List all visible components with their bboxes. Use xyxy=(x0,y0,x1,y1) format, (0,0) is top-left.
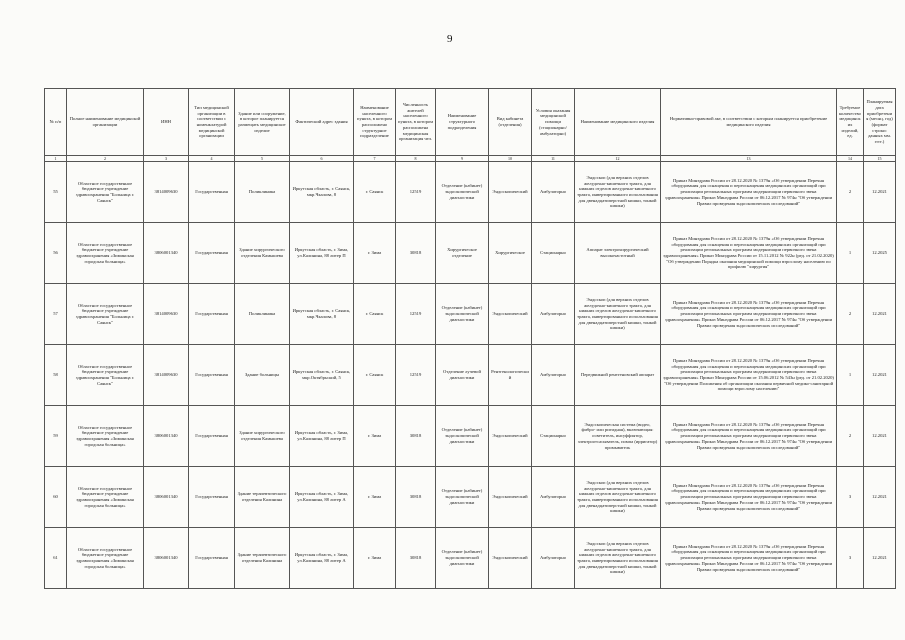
column-number: 2 xyxy=(67,156,144,162)
legal-act: Приказ Минздрава России от 28.12.2020 № 1379н «Об утверждении Перечня оборудования для оснащения и переоснащения медицинских организаций при реализации региональных программ модернизации первичного звена здравоохранения» Приказ Минздрава России от 06.12.2017 № 974н "Об утверждении Правил проведения эндоскопических исследований" xyxy=(661,406,837,467)
cabinet-type: Рентгенологический xyxy=(489,345,532,406)
quantity: 3 xyxy=(837,467,864,528)
organization-name: Областное государственное бюджетное учреждение здравоохранения "Больница г. Саянск" xyxy=(67,284,144,345)
column-header: Наименование медицинского изделия xyxy=(575,89,661,156)
column-header: Численность жителей населенного пункта, в котором расположена медицинская организация чел. xyxy=(396,89,436,156)
column-header: Требуемое количество медицинских изделий, ед. xyxy=(837,89,864,156)
device-name: Передвижной рентгеновский аппарат xyxy=(575,345,661,406)
row-number: 59 xyxy=(45,406,67,467)
organization-type: Государственная xyxy=(189,223,235,284)
structural-unit: Отделение лучевой диагностики xyxy=(436,345,489,406)
column-number: 8 xyxy=(396,156,436,162)
address: Иркутская область, г. Зима, ул.Калинина, 88 литер П xyxy=(290,406,354,467)
column-number: 1 xyxy=(45,156,67,162)
row-number: 56 xyxy=(45,223,67,284)
structural-unit: Отделение (кабинет) эндоскопической диагностики xyxy=(436,162,489,223)
device-name: Эндоскоп (для верхних отделов желудочно-кишечного тракта, для нижних отделов желудочно-кишечного тракта, инвертированного использования для двенадцатиперстной кишки, тонкой кишки) xyxy=(575,528,661,589)
column-header: Полное наименование медицинской организации xyxy=(67,89,144,156)
structural-unit: Отделение (кабинет) эндоскопической диагностики xyxy=(436,406,489,467)
organization-type: Государственная xyxy=(189,528,235,589)
organization-name: Областное государственное бюджетное учреждение здравоохранения «Зиминская городская больница» xyxy=(67,528,144,589)
quantity: 1 xyxy=(837,223,864,284)
column-number: 10 xyxy=(489,156,532,162)
organization-name: Областное государственное бюджетное учреждение здравоохранения "Больница г. Саянск" xyxy=(67,345,144,406)
cabinet-type: Эндоскопический xyxy=(489,162,532,223)
organization-name: Областное государственное бюджетное учреждение здравоохранения "Больница г. Саянск" xyxy=(67,162,144,223)
column-header: Тип медицинской организации в соответствии с номенклатурой медицинской организации xyxy=(189,89,235,156)
legal-act: Приказ Минздрава России от 28.12.2020 № 1379н «Об утверждении Перечня оборудования для оснащения и переоснащения медицинских организаций при реализации региональных программ модернизации первичного звена здравоохранения» Приказ Минздрава России от 15.06.2012 № 543н (ред. от 21.02.2020) "Об утверждении Положения об организации оказания первичной медико-санитарной помощи взрослому населению" xyxy=(661,345,837,406)
column-header: Вид кабинета (отделения) xyxy=(489,89,532,156)
legal-act: Приказ Минздрава России от 28.12.2020 № 1379н «Об утверждении Перечня оборудования для оснащения и переоснащения медицинских организаций при реализации региональных программ модернизации первичного звена здравоохранения» Приказ Минздрава России от 06.12.2017 № 974н "Об утверждении Правил проведения эндоскопических исследований" xyxy=(661,467,837,528)
organization-type: Государственная xyxy=(189,345,235,406)
settlement: г. Зима xyxy=(354,528,396,589)
column-number: 11 xyxy=(532,156,575,162)
table-row xyxy=(45,345,896,406)
organization-name: Областное государственное бюджетное учреждение здравоохранения «Зиминская городская больница» xyxy=(67,406,144,467)
legal-act: Приказ Минздрава России от 28.12.2020 № 1379н «Об утверждении Перечня оборудования для оснащения и переоснащения медицинских организаций при реализации региональных программ модернизации первичного звена здравоохранения» Приказ Минздрава России от 06.12.2017 № 974н "Об утверждении Правил проведения эндоскопических исследований" xyxy=(661,284,837,345)
column-number: 9 xyxy=(436,156,489,162)
building: Поликлиника xyxy=(235,162,290,223)
column-header: № п/п xyxy=(45,89,67,156)
table-row xyxy=(45,223,896,284)
column-number: 6 xyxy=(290,156,354,162)
cabinet-type: Эндоскопический xyxy=(489,528,532,589)
device-name: Эндоскопическая система (видео, фибро- или ригидная), включающая: осветитель, инсуффлятор, электроотсасыватель, помпа (ирригатор) промыватель xyxy=(575,406,661,467)
address: Иркутская область, г. Зима, ул.Калинина, 88 литер А xyxy=(290,528,354,589)
organization-name: Областное государственное бюджетное учреждение здравоохранения «Зиминская городская больница» xyxy=(67,467,144,528)
structural-unit: Отделение (кабинет) эндоскопической диагностики xyxy=(436,284,489,345)
column-number: 4 xyxy=(189,156,235,162)
inn: 3806001340 xyxy=(144,528,189,589)
organization-type: Государственная xyxy=(189,284,235,345)
settlement: г. Зима xyxy=(354,467,396,528)
address: Иркутская область, г. Саянск, мкр.Чкалова, 8 xyxy=(290,162,354,223)
population: 12519 xyxy=(396,284,436,345)
organization-type: Государственная xyxy=(189,467,235,528)
legal-act: Приказ Минздрава России от 28.12.2020 № 1379н «Об утверждении Перечня оборудования для оснащения и переоснащения медицинских организаций при реализации региональных программ модернизации первичного звена здравоохранения» Приказ Минздрава России от 06.12.2017 № 974н "Об утверждении Правил проведения эндоскопических исследований" xyxy=(661,162,837,223)
device-name: Аппарат электрохирургический высокочастотный xyxy=(575,223,661,284)
purchase-date: 12.2021 xyxy=(864,345,896,406)
organization-type: Государственная xyxy=(189,406,235,467)
column-number: 14 xyxy=(837,156,864,162)
purchase-date: 12.2021 xyxy=(864,406,896,467)
table-body xyxy=(45,162,896,589)
table-row xyxy=(45,467,896,528)
inn: 3806001340 xyxy=(144,467,189,528)
care-conditions: Амбулаторно xyxy=(532,162,575,223)
care-conditions: Стационарно xyxy=(532,223,575,284)
settlement: г. Саянск xyxy=(354,162,396,223)
column-header: Условия оказания медицинской помощи (стационарно/амбулаторно) xyxy=(532,89,575,156)
column-number: 7 xyxy=(354,156,396,162)
population: 30818 xyxy=(396,223,436,284)
building: Здание терапевтического отделения Калинина xyxy=(235,528,290,589)
column-header: Нормативно-правовой акт, в соответствии с которым планируется приобретение медицинского изделия xyxy=(661,89,837,156)
inn: 3806001340 xyxy=(144,223,189,284)
column-number: 3 xyxy=(144,156,189,162)
care-conditions: Амбулаторно xyxy=(532,345,575,406)
cabinet-type: Эндоскопический xyxy=(489,284,532,345)
building: Здание хирургического отделения Камышева xyxy=(235,406,290,467)
building: Здание больницы xyxy=(235,345,290,406)
row-number: 57 xyxy=(45,284,67,345)
quantity: 2 xyxy=(837,406,864,467)
settlement: г. Зима xyxy=(354,223,396,284)
inn: 3814009630 xyxy=(144,284,189,345)
cabinet-type: Эндоскопический xyxy=(489,406,532,467)
page-number: 9 xyxy=(447,33,453,45)
inn: 3814009630 xyxy=(144,345,189,406)
column-number: 13 xyxy=(661,156,837,162)
column-header: Здание или сооружение, в которое планируется размещать медицинское изделие xyxy=(235,89,290,156)
organization-name: Областное государственное бюджетное учреждение здравоохранения «Зиминская городская больница» xyxy=(67,223,144,284)
building: Здание терапевтического отделения Калинина xyxy=(235,467,290,528)
purchase-date: 12.2021 xyxy=(864,528,896,589)
population: 30818 xyxy=(396,528,436,589)
column-number: 15 xyxy=(864,156,896,162)
population: 12519 xyxy=(396,345,436,406)
equipment-registry-table xyxy=(44,88,896,589)
column-header: Планируемая дата приобретения (месяц, год) (формат строки: данных мм. гггг.) xyxy=(864,89,896,156)
table-row xyxy=(45,528,896,589)
quantity: 1 xyxy=(837,345,864,406)
column-header: Наименование населенного пункта, в котором расположено структурное подразделение xyxy=(354,89,396,156)
device-name: Эндоскоп (для верхних отделов желудочно-кишечного тракта, для нижних отделов желудочно-кишечного тракта, инвертированного использования для двенадцатиперстной кишки, тонкой кишки) xyxy=(575,467,661,528)
care-conditions: Амбулаторно xyxy=(532,284,575,345)
cabinet-type: Эндоскопический xyxy=(489,467,532,528)
row-number: 58 xyxy=(45,345,67,406)
legal-act: Приказ Минздрава России от 28.12.2020 № 1379н «Об утверждении Перечня оборудования для оснащения и переоснащения медицинских организаций при реализации региональных программ модернизации первичного звена здравоохранения» Приказ Минздрава России от 06.12.2017 № 974н "Об утверждении Правил проведения эндоскопических исследований" xyxy=(661,528,837,589)
settlement: г. Саянск xyxy=(354,345,396,406)
table-row xyxy=(45,284,896,345)
header-row xyxy=(45,89,896,156)
row-number: 55 xyxy=(45,162,67,223)
legal-act: Приказ Минздрава России от 28.12.2020 № 1379н «Об утверждении Перечня оборудования для оснащения и переоснащения медицинских организаций при реализации региональных программ модернизации первичного звена здравоохранения» Приказ Минздрава России от 15.11.2012 № 922н (ред. от 21.02.2020) "Об утверждении Порядка оказания медицинской помощи взрослому населению по профилю "хирургия" xyxy=(661,223,837,284)
building: Здание хирургического отделения Камышева xyxy=(235,223,290,284)
inn: 3806001340 xyxy=(144,406,189,467)
purchase-date: 12.2025 xyxy=(864,223,896,284)
table-row xyxy=(45,406,896,467)
column-number: 12 xyxy=(575,156,661,162)
table-row xyxy=(45,162,896,223)
population: 12519 xyxy=(396,162,436,223)
quantity: 2 xyxy=(837,162,864,223)
address: Иркутская область, г. Зима, ул.Калинина, 88 литер П xyxy=(290,223,354,284)
column-header: Наименование структурного подразделения xyxy=(436,89,489,156)
column-header: Фактический адрес здания xyxy=(290,89,354,156)
care-conditions: Амбулаторно xyxy=(532,528,575,589)
column-header: ИНН xyxy=(144,89,189,156)
purchase-date: 12.2021 xyxy=(864,162,896,223)
population: 30818 xyxy=(396,406,436,467)
structural-unit: Отделение (кабинет) эндоскопической диагностики xyxy=(436,528,489,589)
population: 30818 xyxy=(396,467,436,528)
care-conditions: Амбулаторно xyxy=(532,467,575,528)
settlement: г. Саянск xyxy=(354,284,396,345)
address: Иркутская область, г. Саянск, мкр.Октябрьский, 5 xyxy=(290,345,354,406)
purchase-date: 12.2021 xyxy=(864,284,896,345)
row-number: 60 xyxy=(45,467,67,528)
inn: 3814009630 xyxy=(144,162,189,223)
quantity: 2 xyxy=(837,284,864,345)
organization-type: Государственная xyxy=(189,162,235,223)
address: Иркутская область, г. Зима, ул.Калинина, 88 литер А xyxy=(290,467,354,528)
settlement: г. Зима xyxy=(354,406,396,467)
address: Иркутская область, г. Саянск, мкр.Чкалова, 8 xyxy=(290,284,354,345)
row-number: 61 xyxy=(45,528,67,589)
quantity: 3 xyxy=(837,528,864,589)
device-name: Эндоскоп (для верхних отделов желудочно-кишечного тракта, для нижних отделов желудочно-кишечного тракта, инвертированного использования для двенадцатиперстной кишки, тонкой кишки) xyxy=(575,284,661,345)
building: Поликлиника xyxy=(235,284,290,345)
structural-unit: Отделение (кабинет) эндоскопической диагностики xyxy=(436,467,489,528)
purchase-date: 12.2021 xyxy=(864,467,896,528)
cabinet-type: Хирургическое xyxy=(489,223,532,284)
structural-unit: Хирургическое отделение xyxy=(436,223,489,284)
device-name: Эндоскоп (для верхних отделов желудочно-кишечного тракта, для нижних отделов желудочно-кишечного тракта, инвертированного использования для двенадцатиперстной кишки, тонкой кишки) xyxy=(575,162,661,223)
column-number: 5 xyxy=(235,156,290,162)
care-conditions: Стационарно xyxy=(532,406,575,467)
